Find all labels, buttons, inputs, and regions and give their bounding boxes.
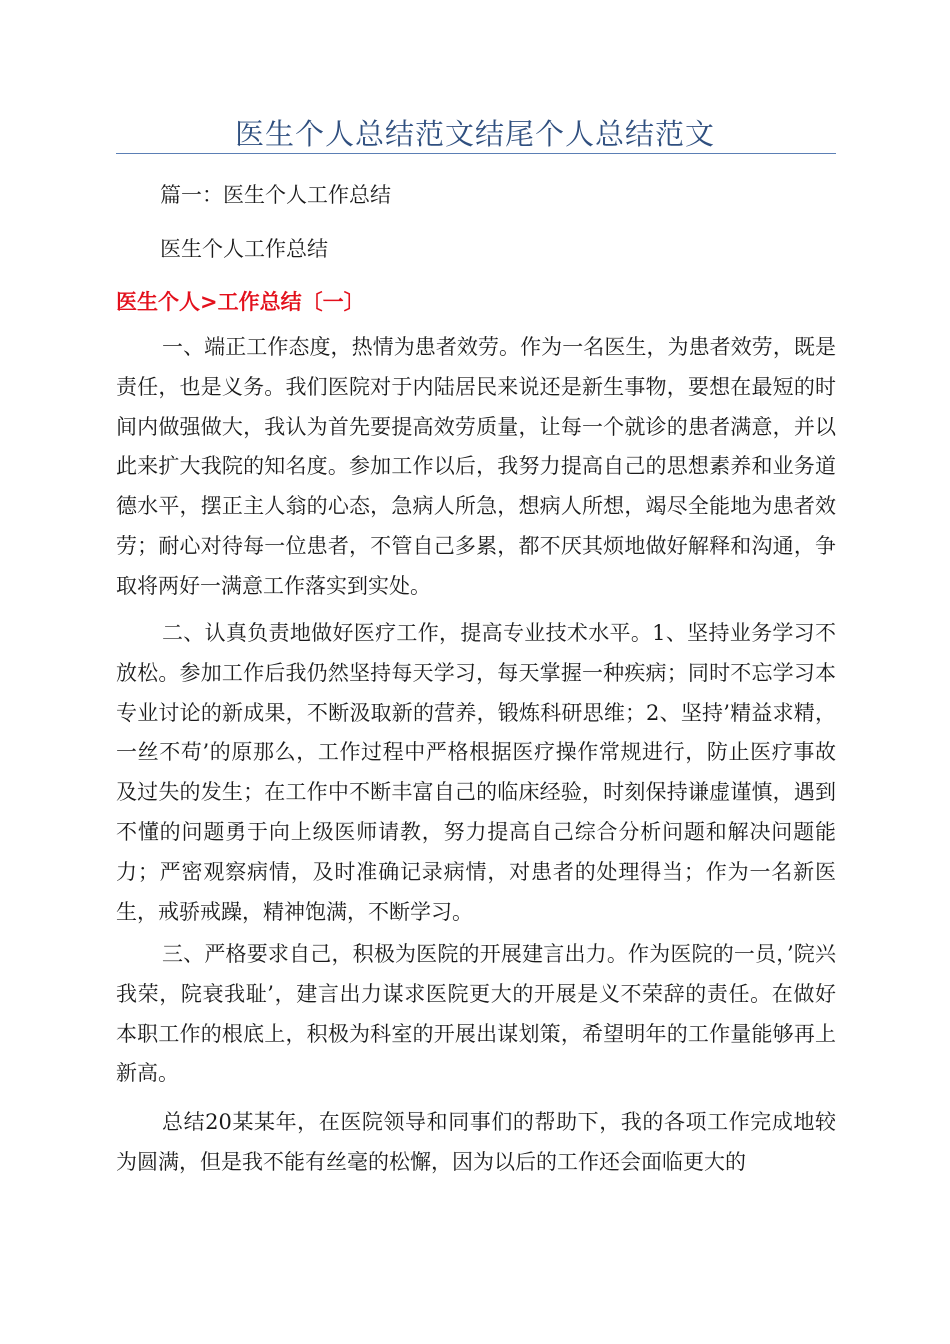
- paragraph-2: 二、认真负责地做好医疗工作，提高专业技术水平。1、坚持业务学习不放松。参加工作后我仍然坚持每天学习，每天掌握一种疾病；同时不忘学习本专业讨论的新成果，不断汲取新的营养，锻炼科研思维；2、坚持’精益求精，一丝不苟’的原那么，工作过程中严格根据医疗操作常规进行，防止医疗事故及过失的发生；在工作中不断丰富自己的临床经验，时刻保持谦虚谨慎，遇到不懂的问题勇于向上级医师请教，努力提高自己综合分析问题和解决问题能力；严密观察病情，及时准确记录病情，对患者的处理得当；作为一名新医生，戒骄戒躁，精神饱满，不断学习。: [116, 621, 836, 924]
- subtitle-chapter: 篇一：医生个人工作总结: [160, 183, 391, 207]
- paragraph-3: 三、严格要求自己，积极为医院的开展建言出力。作为医院的一员，’院兴我荣，院衰我耻’，建言出力谋求医院更大的开展是义不荣辞的责任。在做好本职工作的根底上，积极为科室的开展出谋划策，希望明年的工作量能够再上新高。: [116, 942, 836, 1086]
- subtitle-summary: 医生个人工作总结: [160, 237, 328, 261]
- title-underline: [116, 153, 836, 154]
- section-heading: 医生个人>工作总结〔一〕: [116, 290, 365, 314]
- paragraph-4: 总结20某某年，在医院领导和同事们的帮助下，我的各项工作完成地较为圆满，但是我不能有丝毫的松懈，因为以后的工作还会面临更大的: [116, 1110, 836, 1174]
- document-title: 医生个人总结范文结尾个人总结范文: [234, 117, 715, 151]
- paragraph-1: 一、端正工作态度，热情为患者效劳。作为一名医生，为患者效劳，既是责任，也是义务。我们医院对于内陆居民来说还是新生事物，要想在最短的时间内做强做大，我认为首先要提高效劳质量，让每一个就诊的患者满意，并以此来扩大我院的知名度。参加工作以后，我努力提高自己的思想素养和业务道德水平，摆正主人翁的心态，急病人所急，想病人所想，竭尽全能地为患者效劳；耐心对待每一位患者，不管自己多累，都不厌其烦地做好解释和沟通，争取将两好一满意工作落实到实处。: [116, 335, 836, 598]
